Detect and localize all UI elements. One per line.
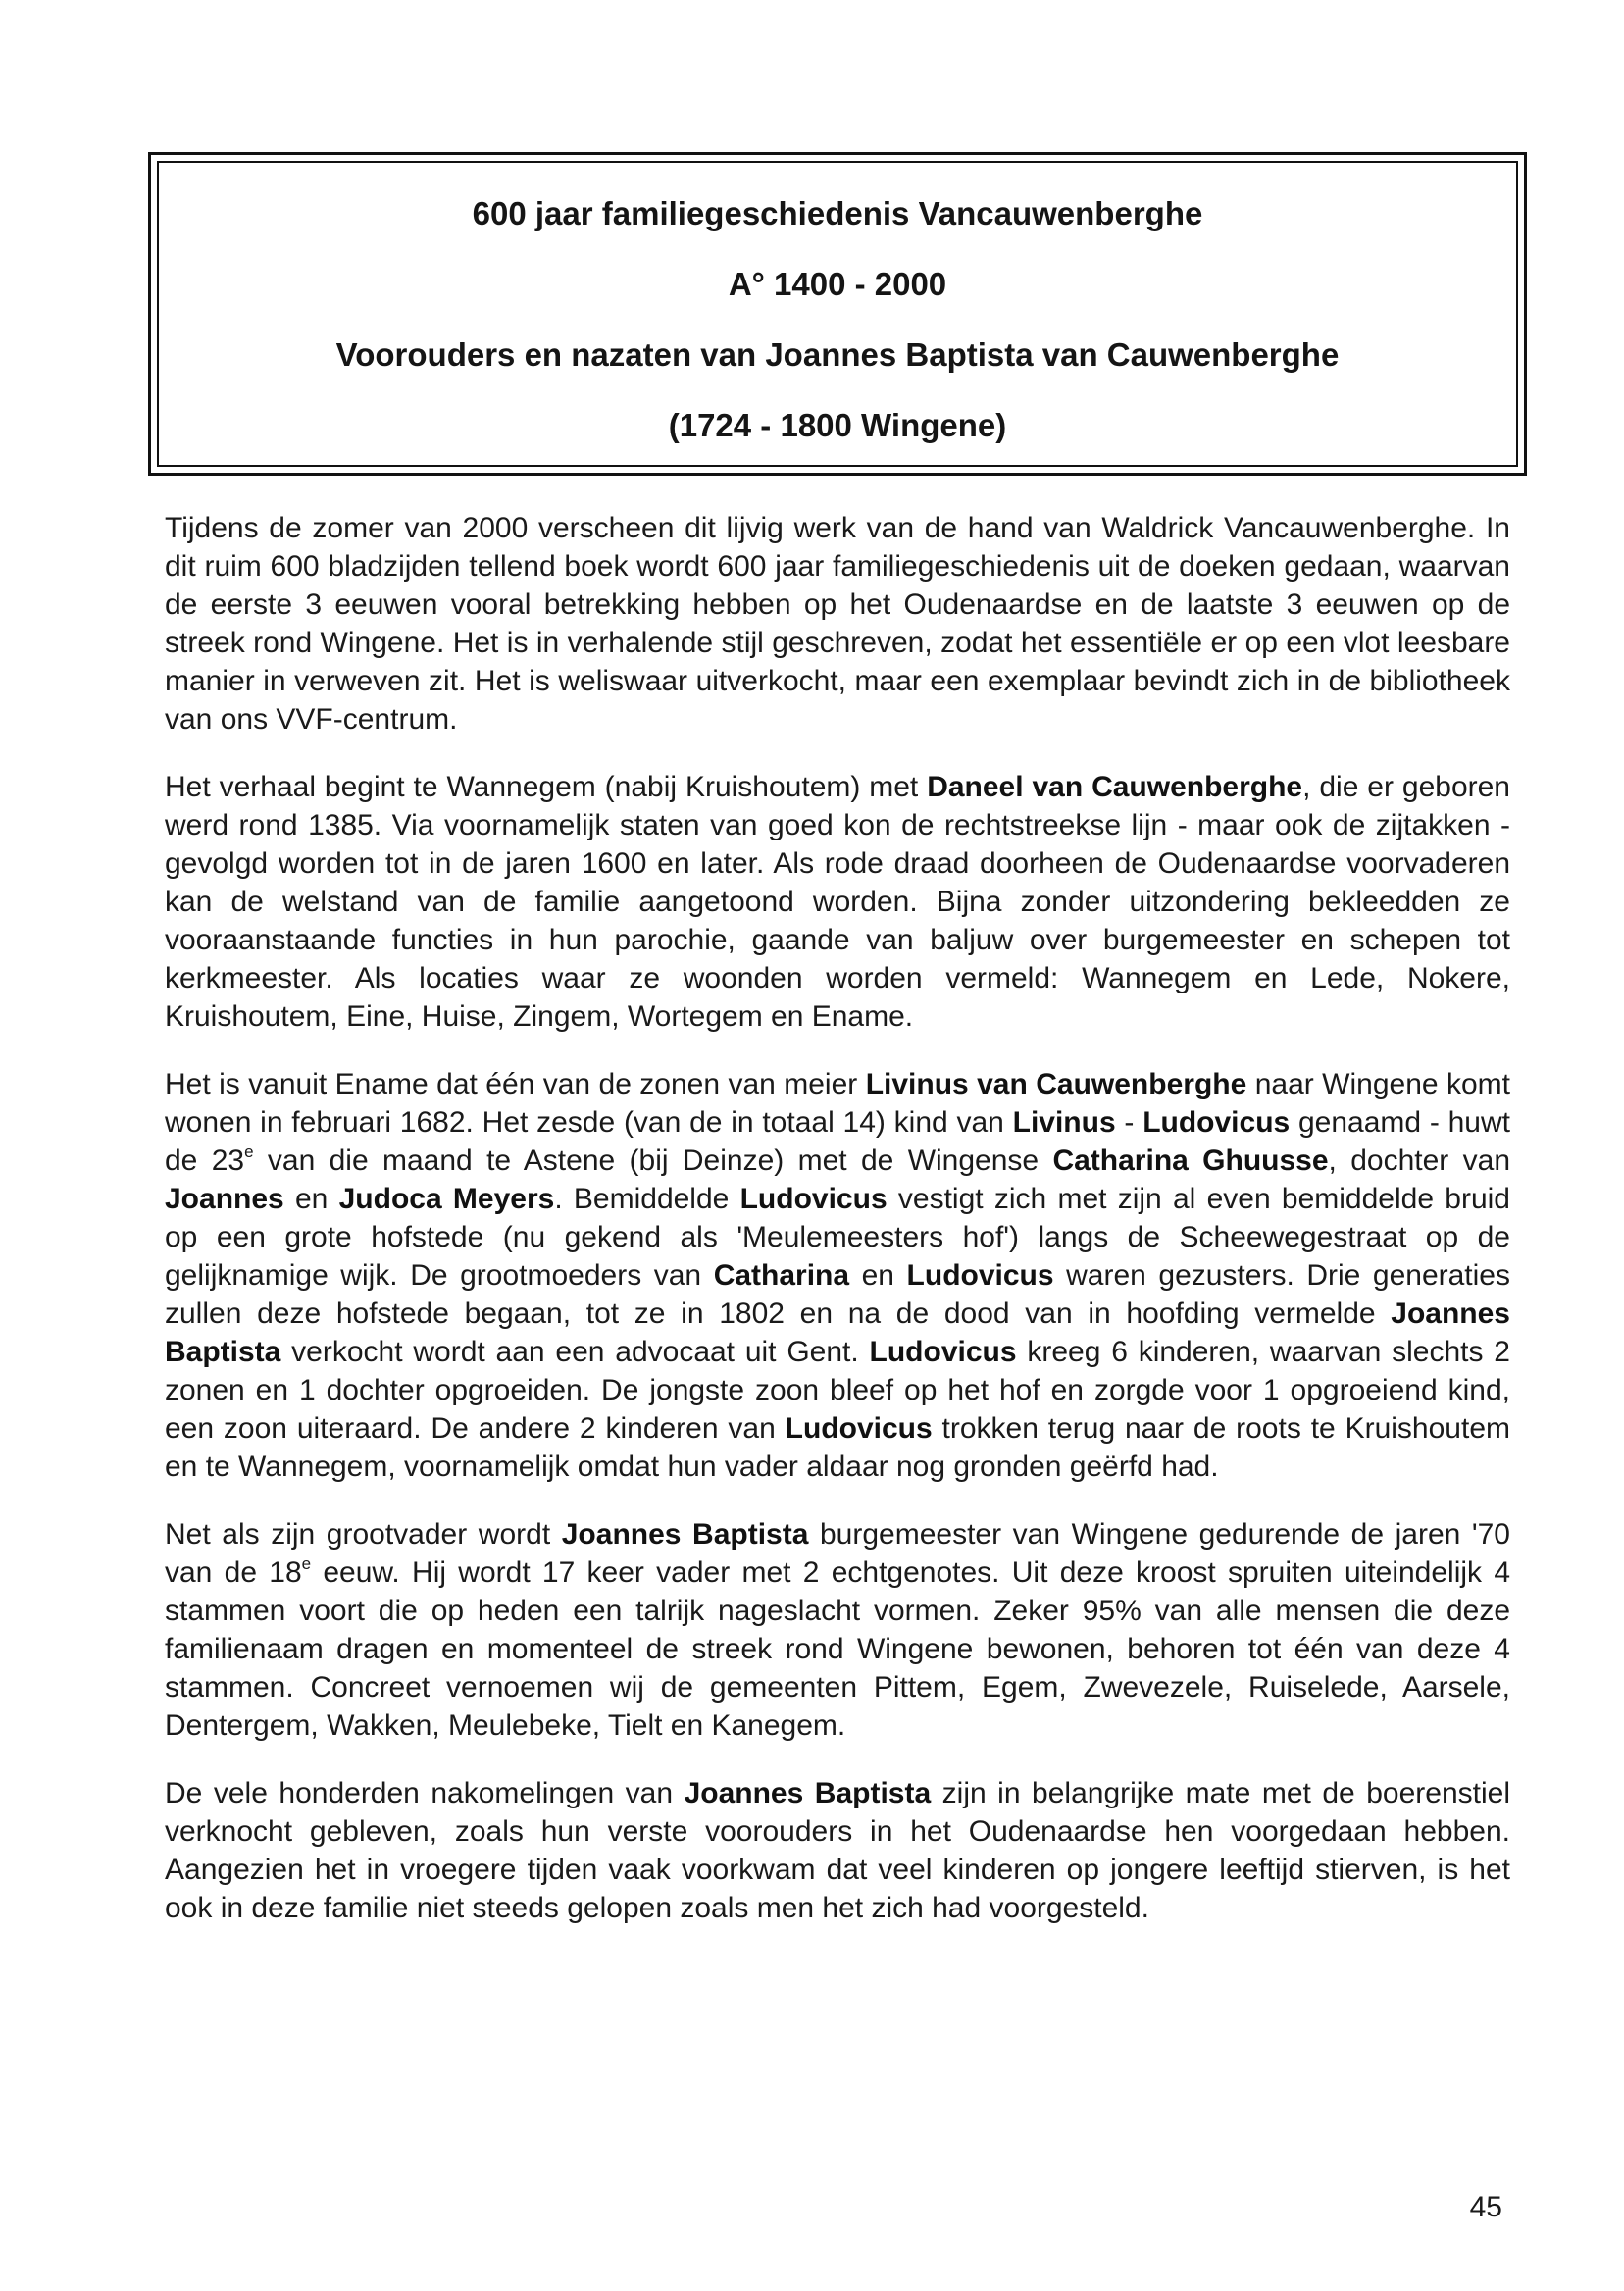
body-text <box>165 509 1510 1957</box>
text-segment: waren gezusters. Drie generaties zullen deze hofstede begaan, tot ze in 1802 en na de dood van in hoofding vermelde <box>165 1259 1510 1330</box>
bold-name: Joannes <box>165 1183 284 1215</box>
text-segment: Het verhaal begint te Wannegem (nabij Kruishoutem) met <box>165 771 928 803</box>
bold-name: Ludovicus <box>739 1183 888 1215</box>
bold-name: Ludovicus <box>1142 1106 1291 1139</box>
bold-name: Joannes Baptista <box>684 1777 932 1809</box>
bold-name: Catharina <box>713 1259 850 1292</box>
title-line-1: 600 jaar familiegeschiedenis Vancauwenberghe <box>472 195 1203 231</box>
superscript: e <box>244 1143 254 1161</box>
text-segment: eeuw. Hij wordt 17 keer vader met 2 echtgenotes. Uit deze kroost spruiten uiteindelijk 4 stammen voort die op heden een talrijk nageslacht vormen. Zeker 95% van alle mensen die deze familienaam dragen en momenteel de streek rond Wingene bewonen, behoren tot één van deze 4 stammen. Concreet vernoemen wij de gemeenten Pittem, Egem, Zwevezele, Ruiselede, Aarsele, Dentergem, Wakken, Meulebeke, Tielt en Kanegem. <box>165 1556 1510 1742</box>
title-line-3: Voorouders en nazaten van Joannes Baptista van Cauwenberghe <box>335 336 1340 373</box>
bold-name: Catharina Ghuusse <box>1052 1145 1329 1177</box>
page-number: 45 <box>1469 2191 1502 2223</box>
text-segment: Het is vanuit Ename dat één van de zonen van meier <box>165 1068 866 1100</box>
bold-name: Ludovicus <box>906 1259 1054 1292</box>
text-segment: naar Wingene komt wonen in februari 1682. Het zesde (van de in totaal 14) kind van <box>165 1068 1510 1139</box>
text-segment: kreeg 6 kinderen, waarvan slechts 2 zonen en 1 dochter opgroeiden. De jongste zoon bleef op het hof en zorgde voor 1 opgroeiend kind, een zoon uiteraard. De andere 2 kinderen van <box>165 1336 1510 1445</box>
bold-name: Livinus van Cauwenberghe <box>865 1068 1247 1100</box>
text-segment: . Bemiddelde <box>554 1183 740 1215</box>
bold-name: Judoca Meyers <box>338 1183 555 1215</box>
text-segment: - <box>1115 1106 1143 1139</box>
text-segment: van die maand te Astene (bij Deinze) met de Wingense <box>253 1145 1053 1177</box>
superscript: e <box>301 1554 312 1573</box>
text-segment: en <box>283 1183 339 1215</box>
bold-name: Joannes Baptista <box>165 1298 1510 1368</box>
text-segment: genaamd - huwt de 23 <box>165 1106 1510 1177</box>
paragraph-5 <box>165 1774 1510 1927</box>
text-segment: , die er geboren werd rond 1385. Via voornamelijk staten van goed kon de rechtstreekse lijn - maar ook de zijtakken - gevolgd worden tot in de jaren 1600 en later. Als rode draad doorheen de Oudenaardse voorvaderen kan de welstand van de familie aangetoond worden. Bijna zonder uitzondering bekleedden ze vooraanstaande functies in hun parochie, gaande van baljuw over burgemeester en schepen tot kerkmeester. Als locaties waar ze woonden worden vermeld: Wannegem en Lede, Nokere, Kruishoutem, Eine, Huise, Zingem, Wortegem en Ename. <box>165 771 1510 1033</box>
text-segment: zijn in belangrijke mate met de boerenstiel verknocht gebleven, zoals hun verste voorouders in het Oudenaardse hen voorgedaan hebben. Aangezien het in vroegere tijden vaak voorkwam dat veel kinderen op jongere leeftijd stierven, is het ook in deze familie niet steeds gelopen zoals men het zich had voorgesteld. <box>165 1777 1510 1924</box>
text-segment: Net als zijn grootvader wordt <box>165 1518 562 1551</box>
paragraph-2 <box>165 768 1510 1036</box>
text-segment: Tijdens de zomer van 2000 verscheen dit lijvig werk van de hand van Waldrick Vancauwenberghe. In dit ruim 600 bladzijden tellend boek wordt 600 jaar familiegeschiedenis uit de doeken gedaan, waarvan de eerste 3 eeuwen vooral betrekking hebben op het Oudenaardse en de laatste 3 eeuwen op de streek rond Wingene. Het is in verhalende stijl geschreven, zodat het essentiële er op een vlot leesbare manier in verweven zit. Het is weliswaar uitverkocht, maar een exemplaar bevindt zich in de bibliotheek van ons VVF-centrum. <box>165 512 1510 736</box>
bold-name: Joannes Baptista <box>561 1518 809 1551</box>
bold-name: Ludovicus <box>869 1336 1017 1368</box>
paragraph-1 <box>165 509 1510 738</box>
text-segment: vestigt zich met zijn al even bemiddelde bruid op een grote hofstede (nu gekend als 'Meulemeesters hof') langs de Scheewegestraat op de gelijknamige wijk. De grootmoeders van <box>165 1183 1510 1292</box>
bold-name: Ludovicus <box>785 1412 933 1445</box>
text-segment: en <box>849 1259 907 1292</box>
title-line-4: (1724 - 1800 Wingene) <box>668 407 1007 443</box>
title-line-2: A° 1400 - 2000 <box>728 266 947 302</box>
text-segment: verkocht wordt aan een advocaat uit Gent. <box>280 1336 870 1368</box>
bold-name: Daneel van Cauwenberghe <box>927 771 1303 803</box>
bold-name: Livinus <box>1012 1106 1116 1139</box>
text-segment: trokken terug naar de roots te Kruishoutem en te Wannegem, voornamelijk omdat hun vader aldaar nog gronden geërfd had. <box>165 1412 1510 1483</box>
text-segment: burgemeester van Wingene gedurende de jaren '70 van de 18 <box>165 1518 1510 1589</box>
text-segment: De vele honderden nakomelingen van <box>165 1777 685 1809</box>
title-box <box>148 152 1527 476</box>
paragraph-3 <box>165 1065 1510 1486</box>
text-segment: , dochter van <box>1328 1145 1511 1177</box>
paragraph-4 <box>165 1515 1510 1745</box>
